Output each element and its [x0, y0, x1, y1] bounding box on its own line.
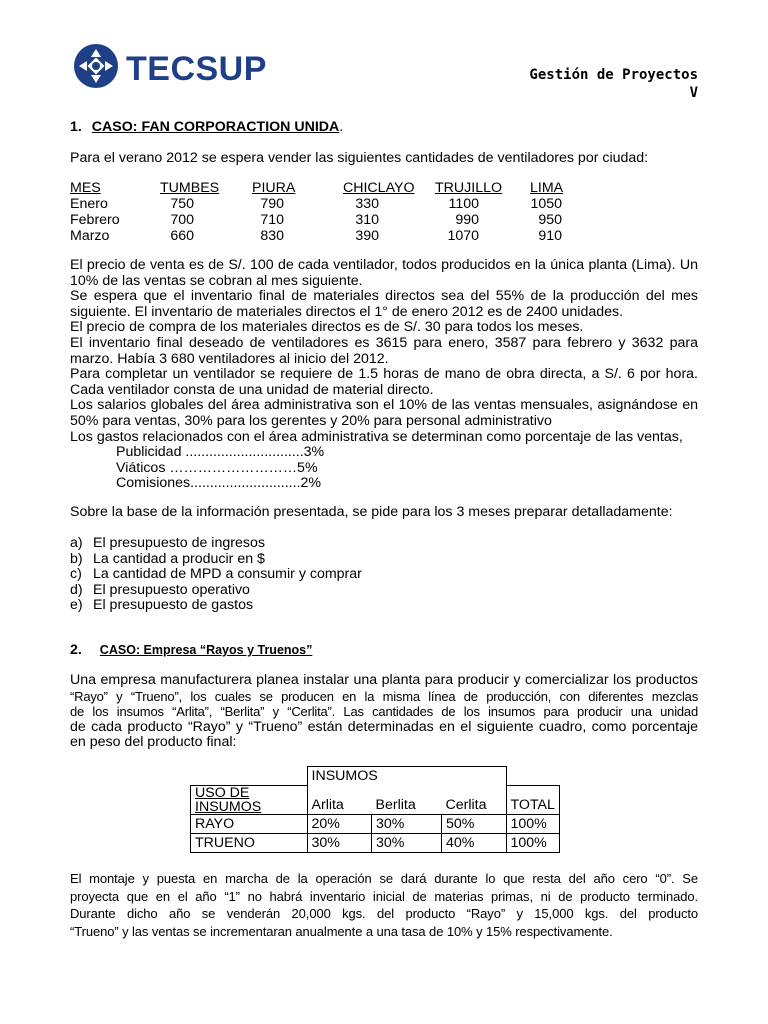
sales-cell: 990 — [455, 212, 479, 228]
task-letter: e) — [70, 597, 83, 614]
table-row — [191, 833, 560, 852]
text-line: de los insumos “Arlita”, “Berlita” y “Cerlita”. Las cantidades de los insumos para producir una unidad — [70, 704, 698, 720]
table-cell: 40% — [442, 833, 507, 852]
task-item — [70, 536, 362, 552]
table-cell: 20% — [307, 814, 372, 833]
text-line: El montaje y puesta en marcha de la operación se dará durante lo que resta del año cero “0”. Se — [70, 871, 698, 886]
expense-list — [116, 445, 324, 492]
expense-item: Viáticos ………………………5% — [116, 459, 318, 476]
sales-header: LIMA — [530, 180, 564, 196]
task-item — [70, 552, 362, 568]
text-line: proyecta que en el año “1” no habrá inventario inicial de materias primas, ni de producto terminado. — [70, 888, 698, 904]
task-text: El presupuesto de gastos — [93, 597, 254, 614]
sales-cell: 330 — [355, 196, 379, 212]
text-line: Para completar un ventilador se requiere de 1.5 horas de mano de obra directa, a S/. 6 por hora. — [70, 366, 698, 383]
case1-title-suffix: . — [339, 119, 344, 135]
row-header-label: USO DE INSUMOS — [195, 784, 262, 815]
table-row — [191, 814, 560, 833]
task-text: La cantidad a producir en $ — [93, 550, 265, 567]
task-letter: c) — [70, 566, 82, 583]
sales-cell: 830 — [260, 228, 284, 244]
case2-paragraph — [70, 673, 698, 751]
text-line: Los salarios globales del área administrativa son el 10% de las ventas mensuales, asignándose en — [70, 397, 698, 414]
table-row — [191, 785, 560, 814]
table-cell: 30% — [372, 814, 442, 833]
sales-cell: 750 — [170, 196, 194, 212]
task-item — [70, 583, 362, 599]
text-line: siguiente. El inventario de materiales directos el 1° de enero 2012 es de 2400 unidades. — [70, 303, 624, 320]
sales-header: PIURA — [252, 180, 296, 196]
task-list — [70, 536, 362, 614]
text-line: El precio de compra de los materiales directos es de S/. 30 para todos los meses. — [70, 319, 584, 336]
expense-item: Comisiones............................2% — [116, 475, 321, 492]
case2-title: CASO: Empresa “Rayos y Truenos” — [99, 643, 313, 657]
case1-title: CASO: FAN CORPORACTION UNIDA — [91, 119, 340, 135]
task-text: El presupuesto de ingresos — [93, 535, 265, 551]
table-col-header: Berlita — [372, 785, 442, 814]
case1-number: 1. — [70, 119, 82, 135]
case2-number: 2. — [70, 642, 82, 658]
table-cell: 50% — [442, 814, 507, 833]
table-row — [191, 767, 560, 786]
sales-cell: Enero — [70, 196, 108, 212]
table-col-header: Arlita — [307, 785, 372, 814]
table-row-header — [191, 785, 308, 814]
sales-header: CHICLAYO — [343, 180, 415, 196]
sales-cell: 390 — [355, 228, 379, 244]
case1-paragraph — [70, 258, 698, 445]
table-cell: TRUENO — [191, 833, 308, 852]
insumos-table — [190, 766, 560, 853]
task-letter: d) — [70, 581, 83, 598]
case2-closing — [70, 870, 698, 940]
brand-name: TECSUP — [126, 50, 267, 88]
sales-header: MES — [70, 180, 101, 196]
sales-cell: 310 — [355, 212, 379, 228]
case1-heading — [70, 120, 343, 136]
table-cell: RAYO — [191, 814, 308, 833]
text-line: marzo. Había 3 680 ventiladores al inicio del 2012. — [70, 350, 389, 367]
sales-cell: 1100 — [448, 196, 479, 212]
table-group-header: INSUMOS — [307, 767, 506, 786]
table-cell: 100% — [506, 814, 559, 833]
sales-header: TUMBES — [160, 180, 220, 196]
case1-request: Sobre la base de la información presentada, se pide para los 3 meses preparar detalladamente: — [70, 504, 673, 520]
text-line: Cada ventilador consta de una unidad de material directo. — [70, 381, 434, 398]
text-line: 10% de las ventas se cobran al mes siguiente. — [70, 272, 363, 289]
task-letter: a) — [70, 535, 83, 551]
text-line: Durante dicho año se venderán 20,000 kgs. del producto “Rayo” y 15,000 kgs. del producto — [70, 906, 698, 921]
table-col-header: TOTAL — [506, 785, 559, 814]
sales-header: TRUJILLO — [435, 180, 503, 196]
task-text: La cantidad de MPD a consumir y comprar — [93, 566, 362, 583]
sales-cell: 950 — [538, 212, 562, 228]
expense-item: Publicidad ..............................3% — [116, 444, 325, 460]
task-text: El presupuesto operativo — [93, 581, 250, 598]
text-line: “Trueno” y las ventas se incrementaran anualmente a una tasa de 10% y 15% respectivamente. — [70, 923, 613, 939]
text-line: de cada producto “Rayo” y “Trueno” están determinadas en el siguiente cuadro, como porcentaje — [70, 718, 698, 735]
case2-heading — [70, 643, 312, 659]
text-line: Una empresa manufacturera planea instalar una planta para producir y comercializar los productos — [70, 672, 698, 688]
sales-cell: 700 — [170, 212, 194, 228]
text-line: “Rayo” y “Trueno”, los cuales se producen en la misma línea de producción, con diferentes mezclas — [70, 688, 698, 704]
task-letter: b) — [70, 550, 83, 567]
text-line: en peso del producto final: — [70, 734, 237, 751]
course-header — [529, 66, 698, 102]
sales-cell: Febrero — [70, 212, 120, 228]
table-cell: 30% — [372, 833, 442, 852]
table-cell — [191, 767, 308, 786]
course-section: V — [689, 85, 698, 101]
table-cell: 30% — [307, 833, 372, 852]
table-cell — [506, 767, 559, 786]
course-title: Gestión de Proyectos — [529, 67, 698, 83]
table-cell: 100% — [506, 833, 559, 852]
sales-cell: 1050 — [530, 196, 562, 212]
sales-cell: 910 — [538, 228, 562, 244]
sales-cell: 660 — [170, 228, 194, 244]
table-col-header: Cerlita — [442, 785, 507, 814]
text-line: Se espera que el inventario final de materiales directos sea del 55% de la producción del mes — [70, 288, 698, 305]
task-item — [70, 567, 362, 583]
sales-cell: Marzo — [70, 228, 110, 244]
sales-cell: 710 — [260, 212, 284, 228]
text-line: 50% para ventas, 30% para los gerentes y 20% para personal administrativo — [70, 412, 552, 429]
sales-cell: 1070 — [447, 228, 479, 244]
sales-cell: 790 — [260, 196, 284, 212]
text-line: El precio de venta es de S/. 100 de cada ventilador, todos producidos en la única planta (Lima). Un — [70, 257, 698, 273]
text-line: Los gastos relacionados con el área administrativa se determinan como porcentaje de las ventas, — [70, 428, 683, 445]
text-line: El inventario final deseado de ventiladores es 3615 para enero, 3587 para febrero y 3632 para — [70, 334, 698, 351]
tecsup-logo-icon — [70, 40, 122, 92]
task-item — [70, 598, 362, 614]
case1-intro: Para el verano 2012 se espera vender las siguientes cantidades de ventiladores por ciudad: — [70, 150, 649, 166]
